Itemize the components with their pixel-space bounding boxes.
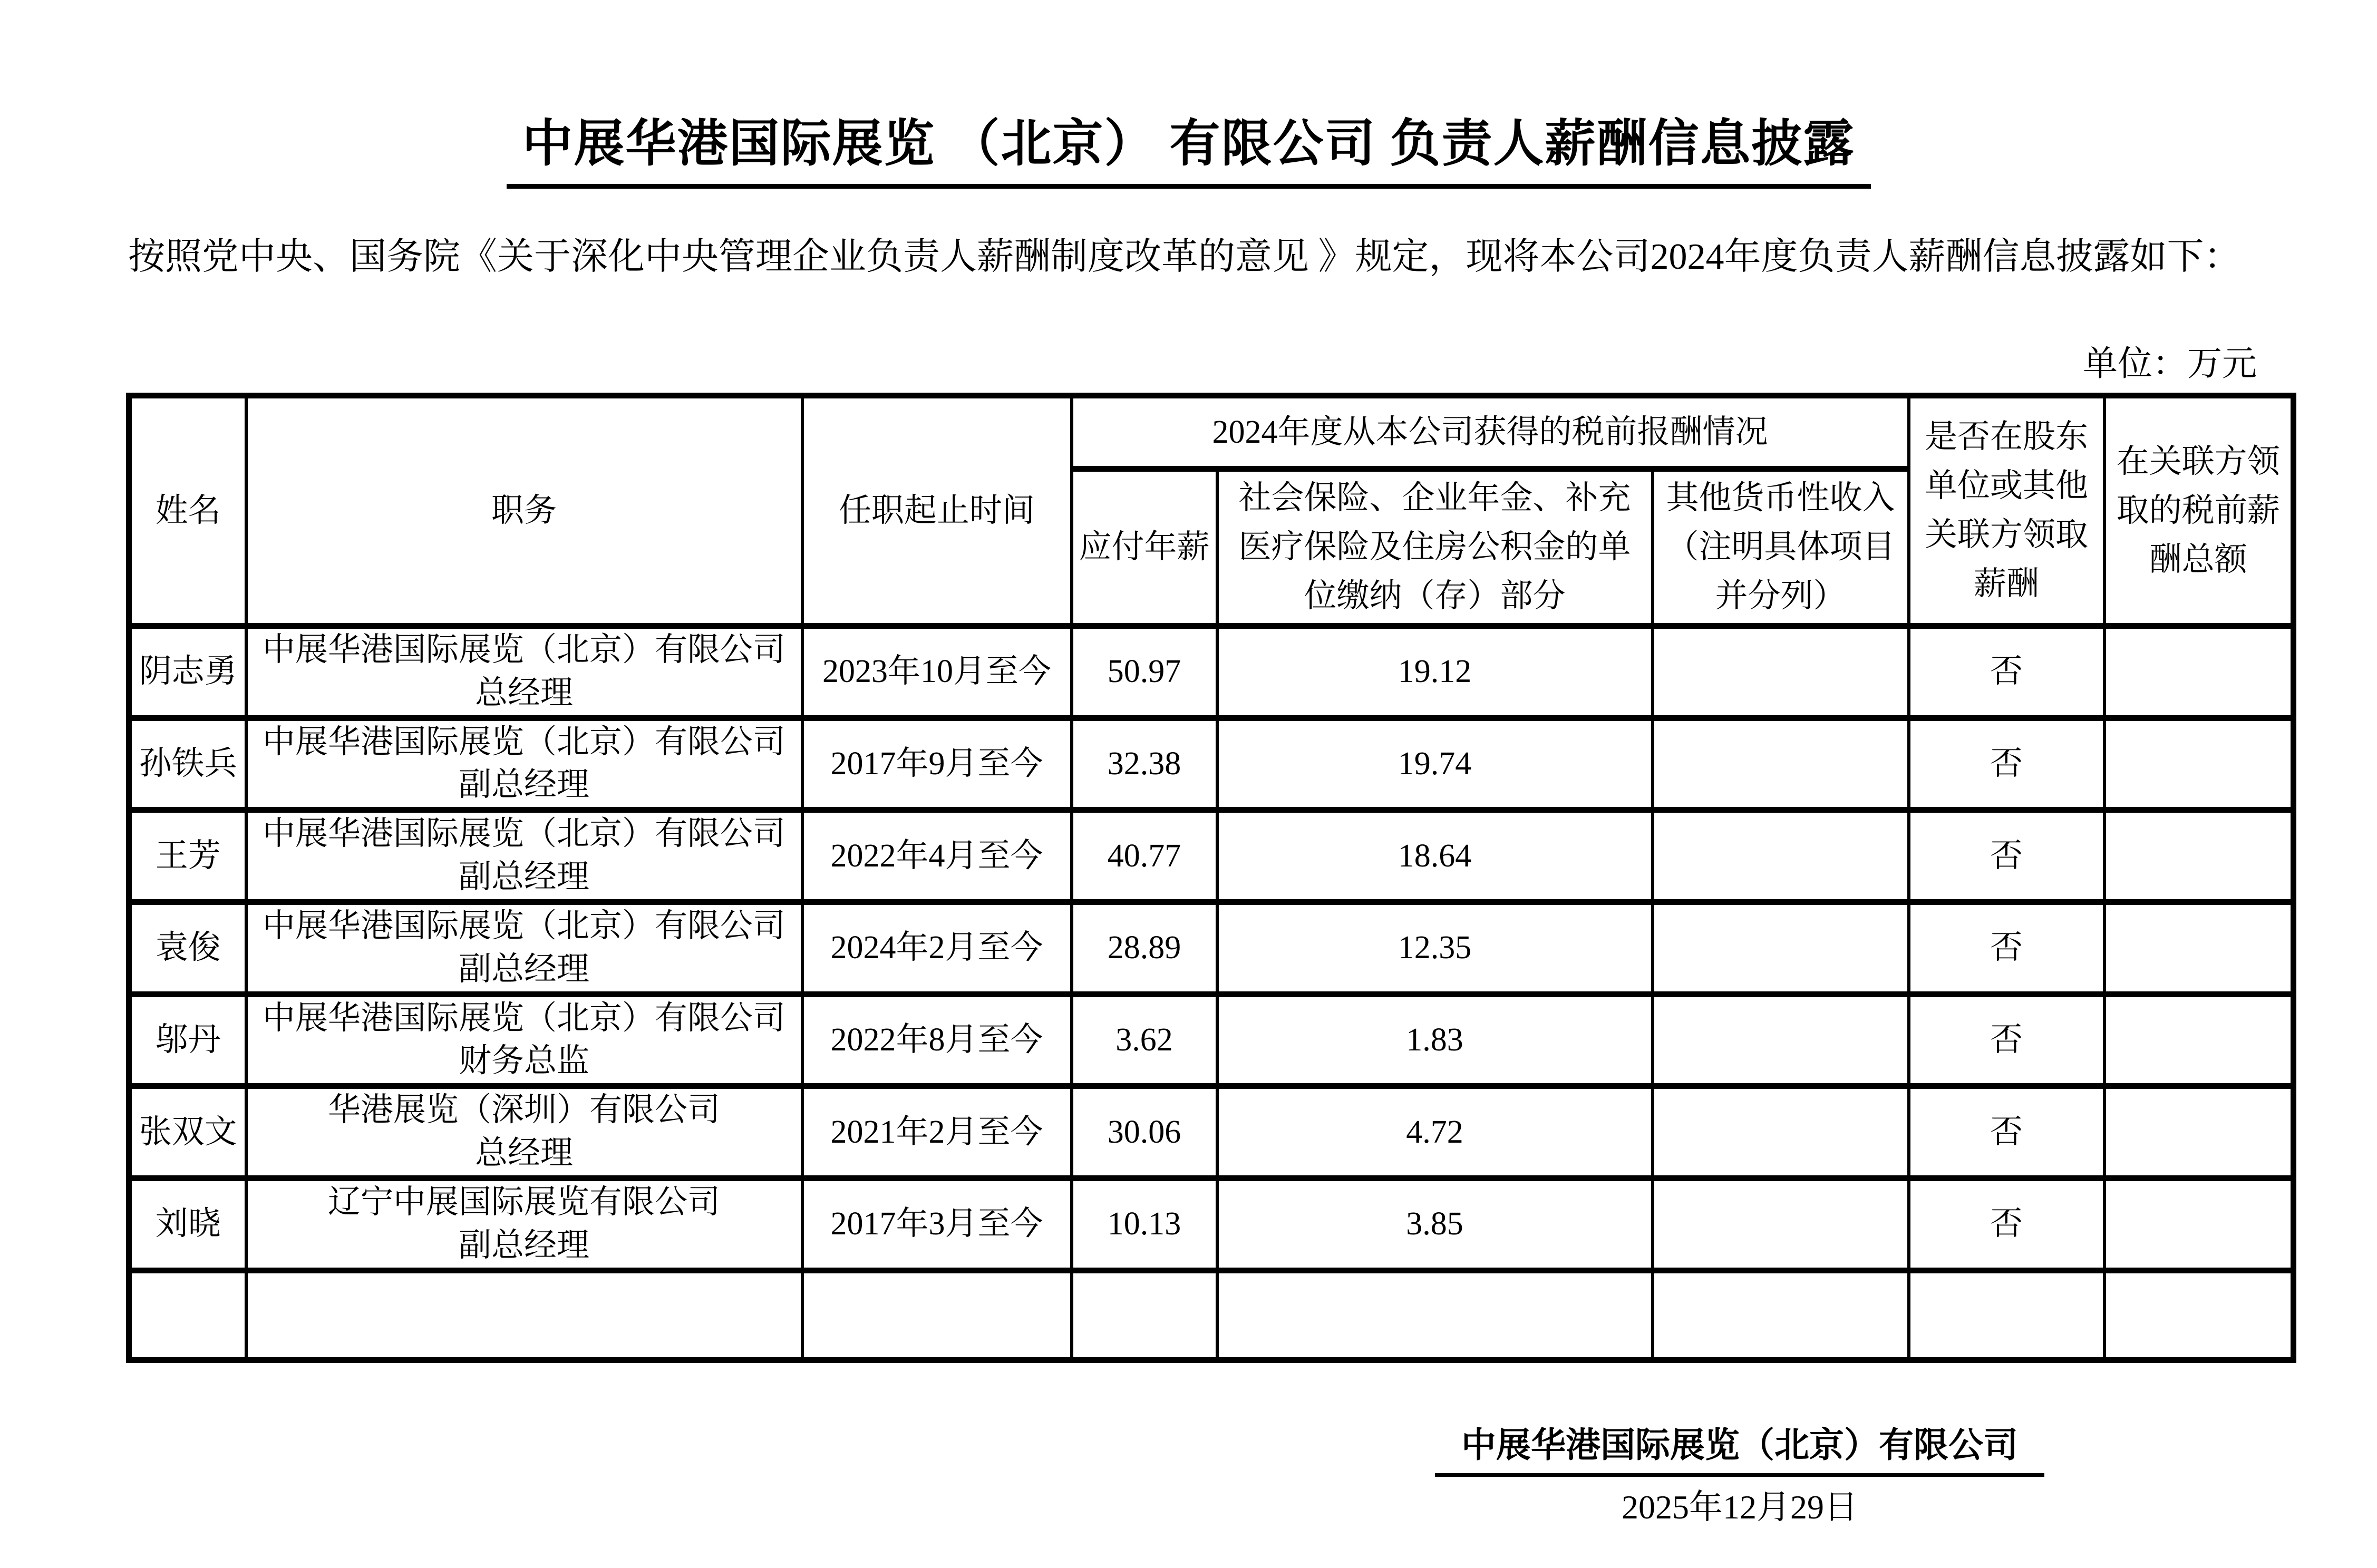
cell-social-insurance: 1.83 xyxy=(1217,994,1653,1086)
cell-other-income xyxy=(1653,718,1909,810)
position-title: 财务总监 xyxy=(458,1043,589,1079)
cell-annual-salary: 32.38 xyxy=(1072,718,1217,810)
intro-paragraph: 按照党中央、国务院《关于深化中央管理企业负责人薪酬制度改革的意见 》规定，现将本公司2024年度负责人薪酬信息披露如下： xyxy=(128,237,2241,277)
cell-name: 邬丹 xyxy=(129,994,246,1086)
cell-shareholder-pay: 否 xyxy=(1909,1178,2104,1270)
cell-social-insurance: 4.72 xyxy=(1217,1086,1653,1179)
table-row xyxy=(129,902,2294,994)
cell-shareholder-pay: 否 xyxy=(1909,902,2104,994)
table-row xyxy=(129,718,2294,810)
position-title: 副总经理 xyxy=(458,859,589,895)
table-row xyxy=(129,1086,2294,1179)
position-org: 辽宁中展国际展览有限公司 xyxy=(327,1184,720,1220)
cell-name: 孙铁兵 xyxy=(129,718,246,810)
cell-term: 2022年4月至今 xyxy=(802,810,1072,902)
cell-shareholder-pay: 否 xyxy=(1909,718,2104,810)
position-title: 副总经理 xyxy=(458,767,589,803)
header-row-group xyxy=(129,396,2294,469)
col-header-position: 职务 xyxy=(246,396,802,626)
cell-term: 2023年10月至今 xyxy=(802,626,1072,718)
cell-related-total xyxy=(2104,1178,2294,1270)
unit-label: 单位：万元 xyxy=(2083,345,2257,383)
cell-position xyxy=(246,1270,802,1360)
cell-related-total xyxy=(2104,994,2294,1086)
cell-other-income xyxy=(1653,902,1909,994)
table-row xyxy=(129,810,2294,902)
cell-term: 2024年2月至今 xyxy=(802,902,1072,994)
col-header-social-insurance: 社会保险、企业年金、补充医疗保险及住房公积金的单位缴纳（存）部分 xyxy=(1217,469,1653,626)
cell-shareholder-pay: 否 xyxy=(1909,1086,2104,1179)
cell-term: 2022年8月至今 xyxy=(802,994,1072,1086)
col-header-shareholder-pay: 是否在股东单位或其他关联方领取薪酬 xyxy=(1909,396,2104,626)
cell-shareholder-pay: 否 xyxy=(1909,994,2104,1086)
cell-term: 2017年3月至今 xyxy=(802,1178,1072,1270)
cell-annual-salary: 28.89 xyxy=(1072,902,1217,994)
position-title: 总经理 xyxy=(474,675,573,711)
cell-position xyxy=(246,1178,802,1270)
salary-disclosure-table xyxy=(126,393,2296,1363)
table-row xyxy=(129,1178,2294,1270)
cell-name xyxy=(129,1270,246,1360)
cell-other-income xyxy=(1653,626,1909,718)
cell-other-income xyxy=(1653,1086,1909,1179)
col-header-name: 姓名 xyxy=(129,396,246,626)
cell-annual-salary: 30.06 xyxy=(1072,1086,1217,1179)
position-org: 中展华港国际展览（北京）有限公司 xyxy=(262,908,785,944)
cell-position xyxy=(246,810,802,902)
position-org: 中展华港国际展览（北京）有限公司 xyxy=(262,632,785,668)
position-title: 总经理 xyxy=(474,1135,573,1172)
col-header-related-total: 在关联方领取的税前薪酬总额 xyxy=(2104,396,2294,626)
cell-term: 2017年9月至今 xyxy=(802,718,1072,810)
cell-shareholder-pay: 否 xyxy=(1909,626,2104,718)
position-org: 中展华港国际展览（北京）有限公司 xyxy=(262,724,785,760)
position-title: 副总经理 xyxy=(458,951,589,987)
cell-name: 张双文 xyxy=(129,1086,246,1179)
position-org: 中展华港国际展览（北京）有限公司 xyxy=(262,816,785,852)
cell-annual-salary: 10.13 xyxy=(1072,1178,1217,1270)
cell-position xyxy=(246,994,802,1086)
cell-related-total xyxy=(2104,902,2294,994)
cell-social-insurance: 3.85 xyxy=(1217,1178,1653,1270)
cell-name: 袁俊 xyxy=(129,902,246,994)
cell-position xyxy=(246,1086,802,1179)
cell-position xyxy=(246,626,802,718)
table-row-empty xyxy=(129,1270,2294,1360)
cell-other-income xyxy=(1653,994,1909,1086)
cell-term: 2021年2月至今 xyxy=(802,1086,1072,1179)
page-title xyxy=(0,103,2377,189)
col-header-other-income: 其他货币性收入（注明具体项目并分列） xyxy=(1653,469,1909,626)
position-org: 中展华港国际展览（北京）有限公司 xyxy=(262,1000,785,1036)
cell-name: 刘晓 xyxy=(129,1178,246,1270)
cell-annual-salary xyxy=(1072,1270,1217,1360)
cell-other-income xyxy=(1653,1178,1909,1270)
footer-date: 2025年12月29日 xyxy=(1622,1488,1858,1526)
cell-related-total xyxy=(2104,810,2294,902)
cell-annual-salary: 3.62 xyxy=(1072,994,1217,1086)
cell-other-income xyxy=(1653,810,1909,902)
cell-social-insurance: 19.12 xyxy=(1217,626,1653,718)
cell-term xyxy=(802,1270,1072,1360)
cell-related-total xyxy=(2104,1270,2294,1360)
cell-social-insurance xyxy=(1217,1270,1653,1360)
footer-company-text: 中展华港国际展览（北京）有限公司 xyxy=(1435,1417,2044,1477)
page-title-text: 中展华港国际展览 （北京） 有限公司 负责人薪酬信息披露 xyxy=(507,103,1871,189)
cell-name: 王芳 xyxy=(129,810,246,902)
table-row xyxy=(129,626,2294,718)
cell-shareholder-pay xyxy=(1909,1270,2104,1360)
cell-social-insurance: 19.74 xyxy=(1217,718,1653,810)
cell-social-insurance: 12.35 xyxy=(1217,902,1653,994)
cell-other-income xyxy=(1653,1270,1909,1360)
cell-shareholder-pay: 否 xyxy=(1909,810,2104,902)
position-title: 副总经理 xyxy=(458,1227,589,1263)
cell-annual-salary: 50.97 xyxy=(1072,626,1217,718)
footer-company-name xyxy=(1360,1417,2119,1477)
table-row xyxy=(129,994,2294,1086)
cell-related-total xyxy=(2104,626,2294,718)
cell-social-insurance: 18.64 xyxy=(1217,810,1653,902)
col-header-comp-group: 2024年度从本公司获得的税前报酬情况 xyxy=(1072,396,1909,469)
position-org: 华港展览（深圳）有限公司 xyxy=(327,1092,720,1128)
col-header-term: 任职起止时间 xyxy=(802,396,1072,626)
cell-annual-salary: 40.77 xyxy=(1072,810,1217,902)
cell-name: 阴志勇 xyxy=(129,626,246,718)
cell-related-total xyxy=(2104,1086,2294,1179)
col-header-annual-salary: 应付年薪 xyxy=(1072,469,1217,626)
cell-related-total xyxy=(2104,718,2294,810)
cell-position xyxy=(246,718,802,810)
cell-position xyxy=(246,902,802,994)
